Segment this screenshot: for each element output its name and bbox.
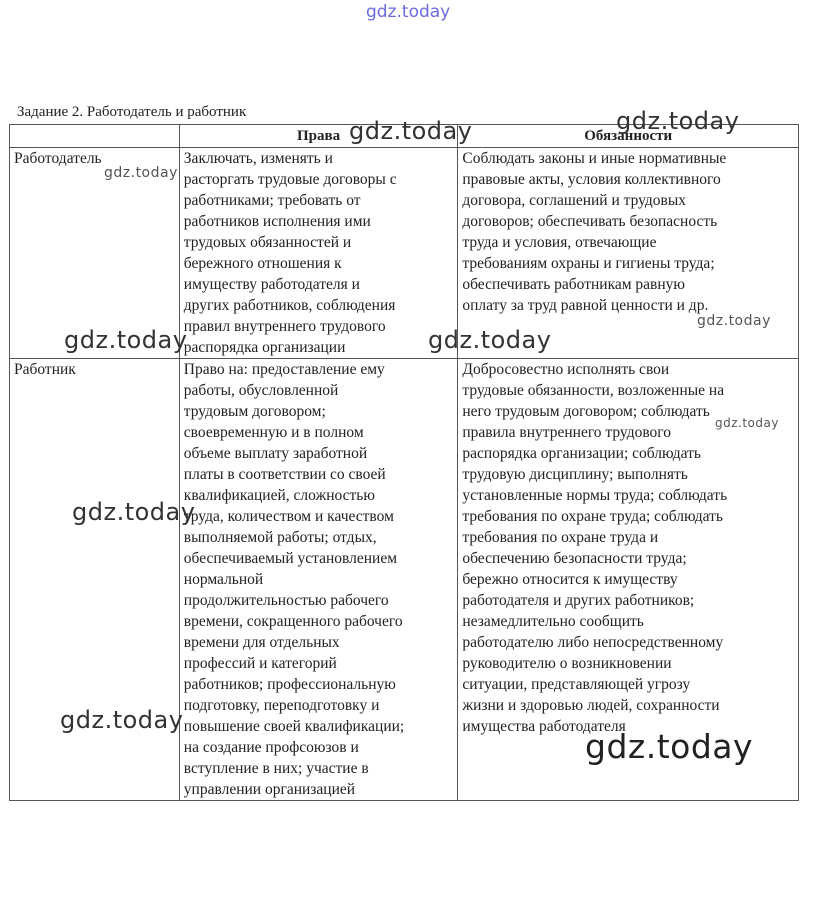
watermark: gdz.today bbox=[60, 706, 184, 734]
header-duties: Обязанности bbox=[458, 125, 799, 148]
watermark: gdz.today bbox=[428, 326, 552, 354]
employer-rights: Заключать, изменять и расторгать трудовые договоры с работниками; требовать от работников исполнения ими трудовых обязанностей и бережного отношения к имуществу работодателя и других работников, соблюдения правил внутреннего трудового распорядка организации bbox=[179, 148, 458, 359]
watermark: gdz.today bbox=[349, 117, 473, 145]
watermark: gdz.today bbox=[715, 416, 779, 430]
watermark: gdz.today bbox=[72, 498, 196, 526]
table-header-row bbox=[10, 125, 799, 148]
header-empty bbox=[10, 125, 180, 148]
table-row bbox=[10, 148, 799, 359]
watermark: gdz.today bbox=[104, 165, 178, 181]
table-row bbox=[10, 359, 799, 801]
watermark: gdz.today bbox=[64, 326, 188, 354]
header-rights: Права bbox=[179, 125, 458, 148]
watermark: gdz.today bbox=[616, 107, 740, 135]
watermark: gdz.today bbox=[585, 727, 754, 766]
employee-duties: Добросовестно исполнять свои трудовые обязанности, возложенные на него трудовым договором; соблюдать правила внутреннего трудового распорядка организации; соблюдать трудовую дисциплину; выполнять установленные нормы труда; соблюдать требования по охране труда; соблюдать требования по охране труда и обеспечению безопасности труда; бережно относится к имуществу работодателя и других работников; незамедлительно сообщить работодателю либо непосредственному руководителю о возникновении ситуации, представляющей угрозу жизни и здоровью людей, сохранности имущества работодателя bbox=[458, 359, 799, 801]
watermark: gdz.today bbox=[697, 313, 771, 329]
role-employee: Работник bbox=[10, 359, 180, 801]
employer-duties: Соблюдать законы и иные нормативные правовые акты, условия коллективного договора, соглашений и трудовых договоров; обеспечивать безопасность труда и условия, отвечающие требованиям охраны и гигиены труда; обеспечивать работникам равную оплату за труд равной ценности и др. bbox=[458, 148, 799, 359]
role-employer: Работодатель bbox=[10, 148, 180, 359]
rights-duties-table bbox=[9, 124, 799, 801]
employee-rights: Право на: предоставление ему работы, обусловленной трудовым договором; своевременную и в полном объеме выплату заработной платы в соответствии со своей квалификацией, сложностью труда, количеством и качеством выполняемой работы; отдых, обеспечиваемый установлением нормальной продолжительностью рабочего времени, сокращенного рабочего времени для отдельных профессий и категорий работников; профессиональную подготовку, переподготовку и повышение своей квалификации; на создание профсоюзов и вступление в них; участие в управлении организацией bbox=[179, 359, 458, 801]
task-title: Задание 2. Работодатель и работник bbox=[17, 104, 247, 120]
top-watermark: gdz.today bbox=[366, 2, 451, 22]
